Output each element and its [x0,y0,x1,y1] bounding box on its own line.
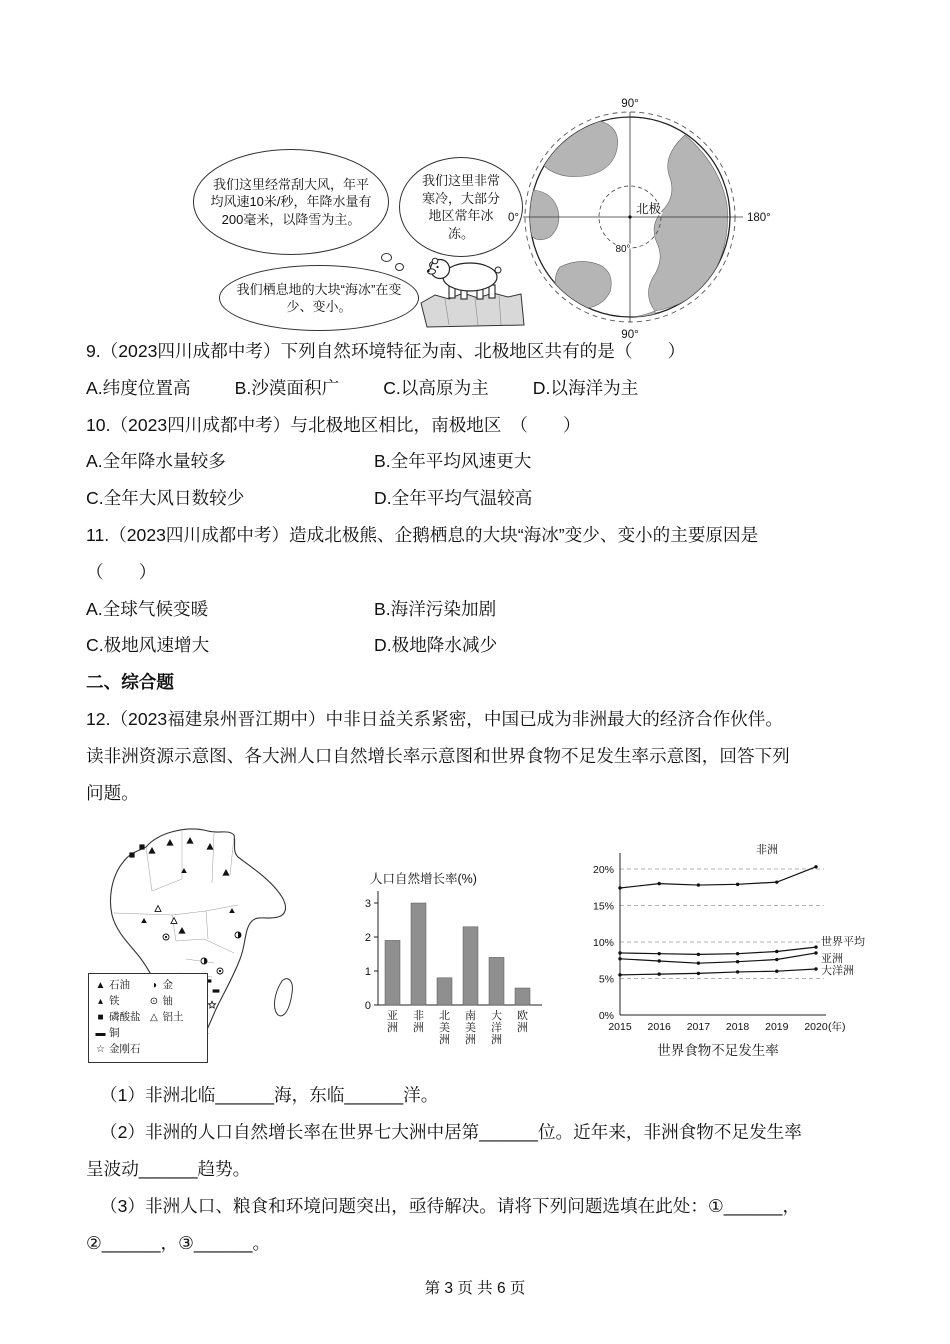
line-xtick: 2016 [647,1021,671,1034]
bar [437,978,452,1005]
thought-dot [381,253,392,262]
series-point [697,884,700,887]
q9-options [86,370,866,407]
line-xtick: 2019 [765,1021,789,1034]
bar-ytick: 3 [364,898,371,911]
series-point [775,881,778,884]
series-point [736,960,739,963]
bar [385,941,400,1006]
series-label: 亚洲 [821,953,843,966]
q10-option-c: C.全年大风日数较少 [86,488,245,509]
series-label: 非洲 [756,844,778,857]
series-point [697,962,700,965]
legend-column-2 [148,979,184,1057]
north-pole-map [505,95,779,341]
series-point [618,887,621,890]
series-label: 大洋洲 [821,965,854,978]
figures-row [86,813,866,1071]
population-growth-bar-chart [342,813,542,1071]
meridian-90-top-label: 90° [621,98,639,110]
bar-category-label: 欧洲 [517,1010,528,1035]
north-pole-label: 北极 [636,202,662,216]
series-point [658,952,661,955]
series-line [620,867,816,888]
series-point [736,952,739,955]
line-ytick: 15% [592,900,614,913]
q12-stem-line2: 读非洲资源示意图、各大洲人口自然增长率示意图和世界食物不足发生率示意图，回答下列 [86,745,790,766]
page-footer: 第 3 页 共 6 页 [424,1280,526,1297]
series-point [814,865,817,868]
legend-label: 磷酸盐 [109,1011,141,1024]
series-point [775,950,778,953]
line-xtick: 2015 [608,1021,632,1034]
legend-label: 铜 [109,1027,120,1040]
bar-category-label: 北美洲 [439,1010,450,1047]
q9-option-d: D.以海洋为主 [532,377,639,398]
meridian-0-label: 0° [508,212,519,224]
legend-item [94,979,141,993]
q11-stem-line1: 11.（2023四川成都中考）造成北极熊、企鹅栖息的大块“海冰”变少、变小的主要原因是 [86,524,759,545]
speech-bubble-wind-text: 我们这里经常刮大风，年平均风速10米/秒，年降水量有200毫米，以降雪为主。 [210,176,372,227]
series-point [618,952,621,955]
q11-stem-line2: （ ） [86,561,157,582]
q12-sub1: （1）非洲北临______海，东临______洋。 [100,1085,439,1106]
legend-label: 铝土 [162,1011,184,1024]
bar [489,958,504,1006]
bar-category-label: 大洋洲 [491,1010,502,1047]
africa-resource-map [86,813,326,1065]
q9-stem: 9.（2023四川成都中考）下列自然环境特征为南、北极地区共有的是（ ） [86,341,686,361]
q10-option-a: A.全年降水量较多 [86,451,226,472]
legend-label: 铀 [162,995,173,1008]
q12-stem-line3: 问题。 [86,782,139,803]
legend-item [94,1011,141,1025]
bar-ytick: 0 [364,1000,371,1013]
line-xtick: 2020 [804,1021,828,1034]
series-point [814,968,817,971]
series-point [814,952,817,955]
series-point [814,946,817,949]
legend-item [148,995,184,1009]
legend-label: 金刚石 [109,1043,141,1056]
parallel-80-label: 80° [615,244,631,255]
q12-sub2-line2: 呈波动______趋势。 [86,1158,251,1179]
legend-symbol: ☆ [96,1044,105,1056]
bar-category-label: 非洲 [413,1010,424,1035]
legend-item [94,1043,141,1057]
q10-options [86,443,866,517]
bar-category-label: 南美洲 [465,1010,476,1047]
bar-category-label: 亚洲 [387,1010,398,1035]
line-ytick: 20% [592,864,614,877]
q11-option-b: B.海洋污染加剧 [374,598,497,619]
series-point [736,971,739,974]
legend-item [94,1027,141,1041]
series-point [697,953,700,956]
legend-item [94,995,141,1009]
series-point [775,958,778,961]
series-point [618,957,621,960]
section-header: 二、综合题 [86,672,174,693]
q11-option-d: D.极地降水减少 [374,635,498,656]
legend-column-1 [94,979,141,1057]
thought-dot [395,263,404,271]
legend-item [148,979,184,993]
line-ytick: 0% [598,1010,614,1023]
q9-option-b: B.沙漠面积广 [234,377,340,398]
meridian-90-bottom-label: 90° [621,329,639,341]
bar [515,988,530,1005]
legend-label: 石油 [109,979,130,992]
line-ytick: 5% [598,973,614,986]
speech-bubble-wind [193,149,389,255]
bar-ytick: 2 [364,932,371,945]
bar [463,927,478,1005]
q12-sub3-line1: （3）非洲人口、粮食和环境问题突出，亟待解决。请将下列问题选填在此处：①______， [100,1195,801,1216]
line-xtick: 2018 [725,1021,750,1034]
legend-label: 金 [162,979,173,992]
q10-stem: 10.（2023四川成都中考）与北极地区相比，南极地区 （ ） [86,414,581,435]
legend-symbol: ▴ [97,996,104,1008]
legend-symbol: ◑ [150,980,158,992]
food-insufficiency-line-chart [566,813,866,1065]
q12-stem-line1: 12.（2023福建泉州晋江期中）中非日益关系紧密，中国已成为非洲最大的经济合作伙伴。 [86,708,783,729]
line-xtick: 2017 [686,1021,711,1034]
bar-ytick: 1 [364,966,371,979]
q12-sub3-line2: ②______，③______。 [86,1232,271,1253]
line-chart-caption: 世界食物不足发生率 [657,1043,779,1059]
series-point [697,972,700,975]
map-legend [88,973,208,1063]
bar-chart-title: 人口自然增长率(%) [370,872,477,887]
speech-bubble-seaice [219,265,419,331]
series-label: 世界平均 [821,936,865,949]
legend-symbol: ▬ [95,1028,106,1040]
q10-option-d: D.全年平均气温较高 [374,488,533,509]
legend-symbol: ■ [97,1012,104,1024]
series-point [658,973,661,976]
meridian-180-label: 180° [747,212,771,224]
q11-option-a: A.全球气候变暖 [86,598,209,619]
series-point [775,970,778,973]
speech-bubble-cold-text: 我们这里非常寒冷，大部分地区常年冰冻。 [421,173,500,241]
line-x-suffix: (年) [828,1021,846,1034]
line-ytick: 10% [592,937,614,950]
q9-option-a: A.纬度位置高 [86,377,191,398]
speech-bubble-seaice-text: 我们栖息地的大块“海冰”在变少、变小。 [236,281,402,314]
q9-option-c: C.以高原为主 [383,377,489,398]
polar-region-figure [175,95,785,343]
legend-symbol: △ [150,1012,158,1024]
series-point [658,882,661,885]
series-point [736,883,739,886]
q11-options [86,591,866,665]
q12-sub2-line1: （2）非洲的人口自然增长率在世界七大洲中居第______位。近年来，非洲食物不足发生率 [100,1122,802,1143]
legend-symbol: ⊙ [149,996,159,1008]
legend-item [148,1011,184,1025]
series-line [620,969,816,975]
q11-option-c: C.极地风速增大 [86,635,210,656]
q10-option-b: B.全年平均风速更大 [374,451,532,472]
series-point [618,974,621,977]
series-line [620,947,816,954]
legend-label: 铁 [109,995,120,1008]
legend-symbol: ▲ [95,980,106,992]
series-point [658,960,661,963]
bar [411,903,426,1005]
question-content [86,333,866,1261]
